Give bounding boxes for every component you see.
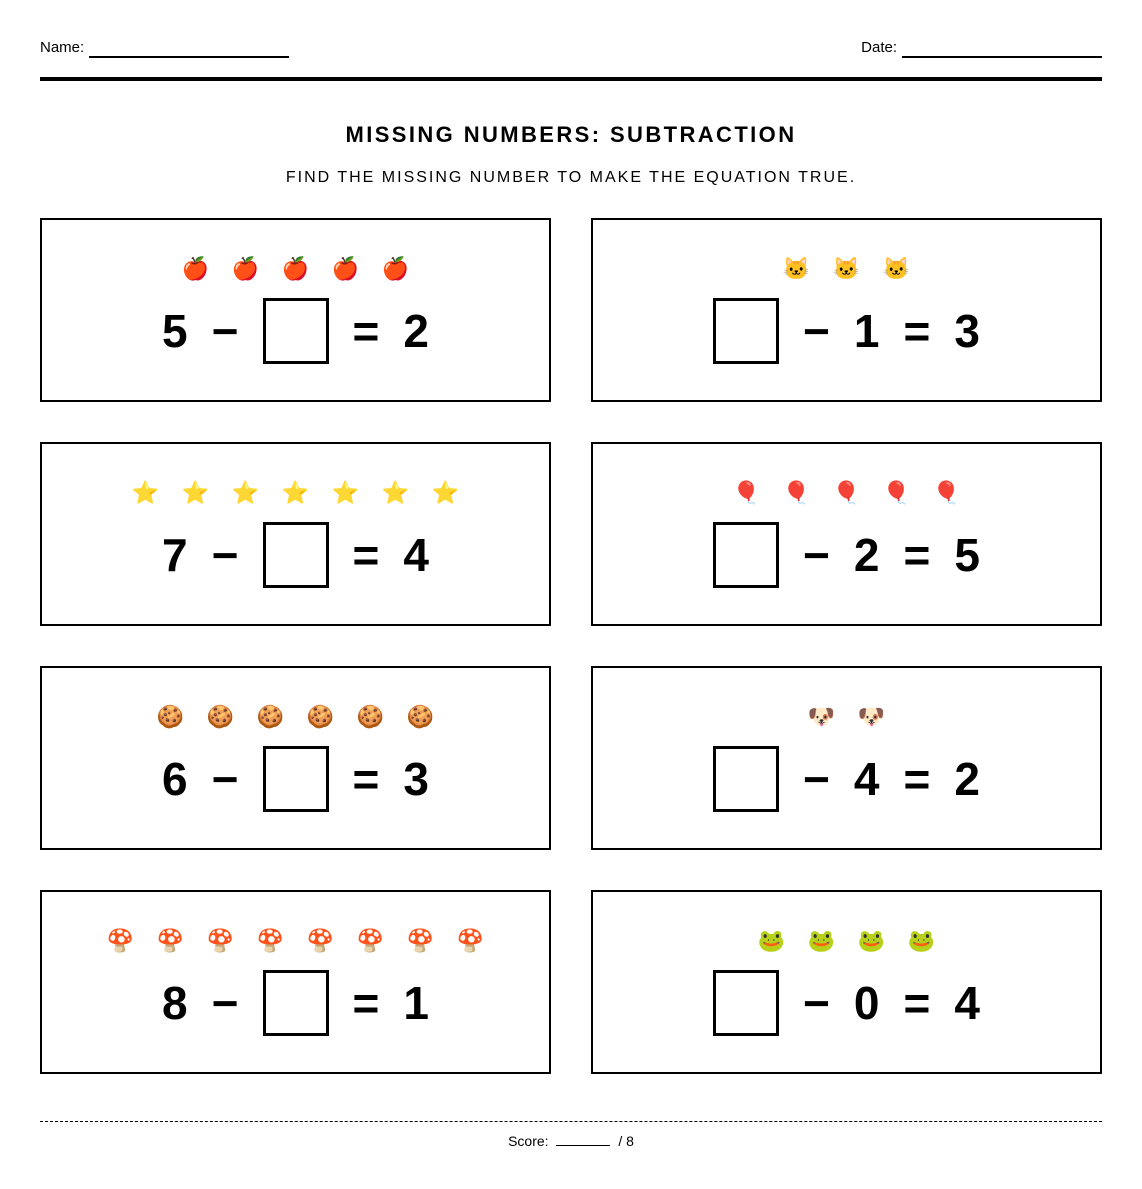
number: 6 [162,753,188,805]
problem-grid [40,218,1102,1074]
equals-sign: = [903,753,931,805]
number: 0 [853,977,880,1029]
answer-box[interactable] [713,970,779,1036]
equals-sign: = [352,529,380,581]
answer-box[interactable] [713,746,779,812]
counting-icons [181,254,411,284]
answer-box[interactable] [263,522,329,588]
answer-box[interactable] [263,970,329,1036]
answer-box[interactable] [263,746,329,812]
minus-sign: − [211,529,239,581]
number: 7 [162,529,188,581]
counting-icons [807,702,887,732]
score-label: Score: [508,1133,549,1149]
problem-card [40,666,551,850]
equation [713,746,980,812]
apple-icon: 🍎 [331,256,360,281]
number: 1 [403,977,429,1029]
equation [162,746,429,812]
footer-divider [40,1121,1102,1122]
mushroom-icon: 🍄 [256,928,285,953]
problem-card [591,442,1102,626]
number: 8 [162,977,188,1029]
date-field [861,38,1102,58]
apple-icon: 🍎 [381,256,410,281]
name-label: Name: [40,39,85,56]
equals-sign: = [352,977,380,1029]
number: 5 [162,305,188,357]
answer-box[interactable] [713,298,779,364]
apple-icon: 🍎 [281,256,310,281]
equation [162,970,429,1036]
balloon-icon: 🎈 [832,480,861,505]
balloon-icon: 🎈 [732,480,761,505]
star-icon: ⭐ [281,480,310,505]
problem-card [591,890,1102,1074]
cookie-icon: 🍪 [256,704,285,729]
minus-sign: − [803,529,830,581]
dog-face-icon: 🐶 [857,704,886,729]
name-write-line[interactable] [89,44,289,58]
header-divider [40,77,1102,81]
instructions: FIND THE MISSING NUMBER TO MAKE THE EQUATION TRUE. [285,169,857,186]
mushroom-icon: 🍄 [306,928,335,953]
equation [713,298,980,364]
mushroom-icon: 🍄 [156,928,185,953]
problem-card [591,218,1102,402]
number: 5 [954,529,980,581]
balloon-icon: 🎈 [882,480,911,505]
frog-icon: 🐸 [757,928,786,953]
equation [713,522,980,588]
star-icon: ⭐ [131,480,160,505]
star-icon: ⭐ [331,480,360,505]
equals-sign: = [352,305,380,357]
star-icon: ⭐ [431,480,460,505]
number: 2 [403,305,429,357]
mushroom-icon: 🍄 [406,928,435,953]
page-title: MISSING NUMBERS: SUBTRACTION [345,122,797,147]
cat-face-icon: 🐱 [832,256,861,281]
frog-icon: 🐸 [857,928,886,953]
minus-sign: − [211,753,239,805]
mushroom-icon: 🍄 [106,928,135,953]
frog-icon: 🐸 [807,928,836,953]
equals-sign: = [903,977,931,1029]
counting-icons [732,478,962,508]
cookie-icon: 🍪 [206,704,235,729]
counting-icons [106,926,486,956]
problem-card [40,218,551,402]
equation [162,522,429,588]
balloon-icon: 🎈 [932,480,961,505]
counting-icons [757,926,937,956]
mushroom-icon: 🍄 [356,928,385,953]
name-field [40,38,289,58]
star-icon: ⭐ [231,480,260,505]
mushroom-icon: 🍄 [456,928,485,953]
number: 3 [403,753,429,805]
equals-sign: = [903,305,931,357]
frog-icon: 🐸 [907,928,936,953]
equation [162,298,429,364]
date-write-line[interactable] [902,44,1102,58]
number: 1 [853,305,880,357]
minus-sign: − [211,305,239,357]
number: 4 [954,977,980,1029]
number: 3 [954,305,980,357]
worksheet-header [40,38,1102,58]
score-line [0,1133,1142,1149]
number: 4 [403,529,429,581]
star-icon: ⭐ [181,480,210,505]
equals-sign: = [352,753,380,805]
minus-sign: − [803,753,830,805]
counting-icons [131,478,461,508]
equals-sign: = [903,529,931,581]
cat-face-icon: 🐱 [782,256,811,281]
mushroom-icon: 🍄 [206,928,235,953]
cookie-icon: 🍪 [306,704,335,729]
problem-card [40,890,551,1074]
equation [713,970,980,1036]
score-write-line[interactable] [556,1134,610,1146]
number: 4 [853,753,880,805]
counting-icons [156,702,436,732]
star-icon: ⭐ [381,480,410,505]
apple-icon: 🍎 [181,256,210,281]
minus-sign: − [803,977,830,1029]
problem-card [40,442,551,626]
answer-box[interactable] [263,298,329,364]
cookie-icon: 🍪 [406,704,435,729]
counting-icons [782,254,912,284]
cookie-icon: 🍪 [356,704,385,729]
minus-sign: − [211,977,239,1029]
score-total: / 8 [618,1133,634,1149]
balloon-icon: 🎈 [782,480,811,505]
answer-box[interactable] [713,522,779,588]
cookie-icon: 🍪 [156,704,185,729]
date-label: Date: [861,39,897,56]
minus-sign: − [803,305,830,357]
number: 2 [853,529,880,581]
cat-face-icon: 🐱 [882,256,911,281]
dog-face-icon: 🐶 [807,704,836,729]
number: 2 [954,753,980,805]
problem-card [591,666,1102,850]
apple-icon: 🍎 [231,256,260,281]
